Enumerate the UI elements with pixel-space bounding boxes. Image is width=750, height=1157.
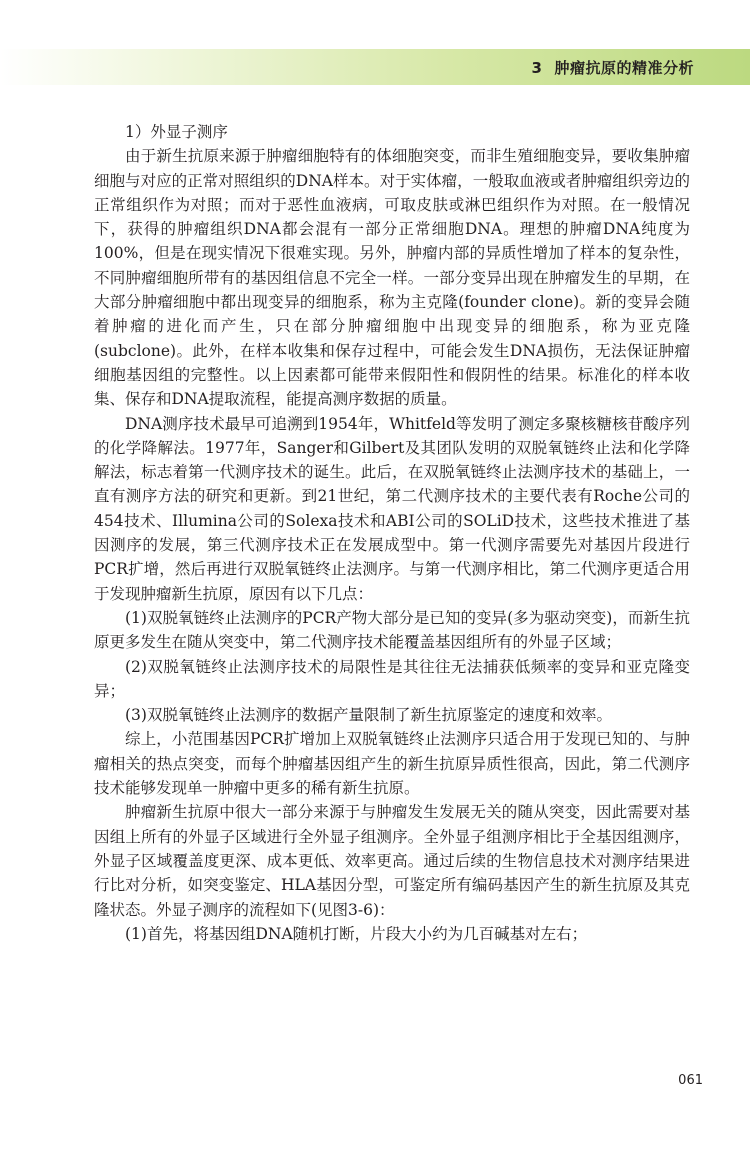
page-body [94, 120, 690, 946]
paragraph: 肿瘤新生抗原中很大一部分来源于与肿瘤发生发展无关的随从突变，因此需要对基因组上所有的外显子区域进行全外显子组测序。全外显子组测序相比于全基因组测序，外显子区域覆盖度更深、成本更低、效率更高。通过后续的生物信息技术对测序结果进行比对分析，如突变鉴定、HLA基因分型，可鉴定所有编码基因产生的新生抗原及其克隆状态。外显子测序的流程如下(见图3-6)： [94, 803, 690, 919]
section-heading: 1）外显子测序 [125, 123, 228, 141]
chapter-number: 3 [531, 59, 543, 77]
chapter-title: 肿瘤抗原的精准分析 [554, 59, 694, 77]
paragraph: 由于新生抗原来源于肿瘤细胞特有的体细胞突变，而非生殖细胞变异，要收集肿瘤细胞与对应的正常对照组织的DNA样本。对于实体瘤，一般取血液或者肿瘤组织旁边的正常组织作为对照；而对于恶性血液病，可取皮肤或淋巴组织作为对照。在一般情况下，获得的肿瘤组织DNA都会混有一部分正常细胞DNA。理想的肿瘤DNA纯度为100%，但是在现实情况下很难实现。另外，肿瘤内部的异质性增加了样本的复杂性，不同肿瘤细胞所带有的基因组信息不完全一样。一部分变异出现在肿瘤发生的早期，在大部分肿瘤细胞中都出现变异的细胞系，称为主克隆(founder clone)。新的变异会随着肿瘤的进化而产生，只在部分肿瘤细胞中出现变异的细胞系，称为亚克隆(subclone)。此外，在样本收集和保存过程中，可能会发生DNA损伤，无法保证肿瘤细胞基因组的完整性。以上因素都可能带来假阳性和假阴性的结果。标准化的样本收集、保存和DNA提取流程，能提高测序数据的质量。 [94, 147, 690, 409]
paragraph: 综上，小范围基因PCR扩增加上双脱氧链终止法测序只适合用于发现已知的、与肿瘤相关的热点突变，而每个肿瘤基因组产生的新生抗原异质性很高，因此，第二代测序技术能够发现单一肿瘤中更多的稀有新生抗原。 [94, 730, 690, 798]
running-header [532, 57, 694, 78]
paragraph: DNA测序技术最早可追溯到1954年，Whitfeld等发明了测定多聚核糖核苷酸序列的化学降解法。1977年，Sanger和Gilbert及其团队发明的双脱氧链终止法和化学降解法，标志着第一代测序技术的诞生。此后，在双脱氧链终止法测序技术的基础上，一直有测序方法的研究和更新。到21世纪，第二代测序技术的主要代表有Roche公司的454技术、Illumina公司的Solexa技术和ABI公司的SOLiD技术，这些技术推进了基因测序的发展，第三代测序技术正在发展成型中。第一代测序需要先对基因片段进行PCR扩增，然后再进行双脱氧链终止法测序。与第一代测序相比，第二代测序更适合用于发现肿瘤新生抗原，原因有以下几点： [94, 414, 690, 603]
list-item: (1)双脱氧链终止法测序的PCR产物大部分是已知的变异(多为驱动突变)，而新生抗原更多发生在随从突变中，第二代测序技术能覆盖基因组所有的外显子区域； [94, 608, 690, 652]
list-item: (1)首先，将基因组DNA随机打断，片段大小约为几百碱基对左右； [125, 924, 588, 943]
list-item: (3)双脱氧链终止法测序的数据产量限制了新生抗原鉴定的速度和效率。 [125, 706, 612, 725]
page-number: 061 [678, 1073, 703, 1088]
list-item: (2)双脱氧链终止法测序技术的局限性是其往往无法捕获低频率的变异和亚克隆变异； [94, 657, 690, 700]
